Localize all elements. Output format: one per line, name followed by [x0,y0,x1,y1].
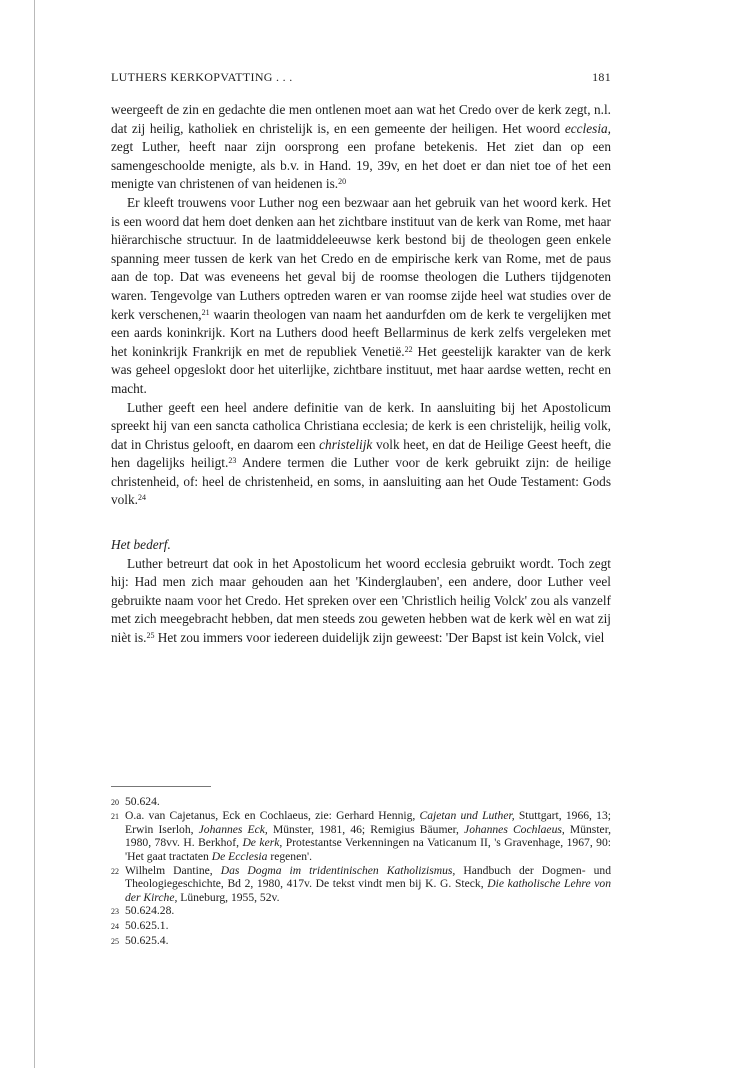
footnote-divider [111,786,211,787]
running-header [111,70,611,85]
footnote-23: 23 50.624.28. [111,904,175,918]
footnote-ref: 22 [404,344,413,354]
footnote-20: 20 50.624. [111,794,160,808]
scan-edge-line [34,0,35,1068]
paragraph-4: Luther betreurt dat ook in het Apostolicum het woord ecclesia gebruikt wordt. Toch zegt hij: Had men zich maar gehouden aan het 'Kinderglauben', een andere, door Luther veel gebruikte naam voor het Credo. Het spreken over een 'Christlich heilig Volck' zou als vanzelf met zich meegebracht hebben, dat men steeds zou geweten hebben wat de kerk wèl en wat zij nièt is.$^{25}$ Het zou immers voor iedereen duidelijk zijn geweest: 'Der Bapst ist kein Volck, viel [111,555,611,646]
footnote-ref: 24 [137,493,146,503]
paragraph-1: weergeeft de zin en gedachte die men ontlenen moet aan wat het Credo over de kerk zegt, n.l. dat zij heilig, katholiek en christelijk is, en een gemeente der heiligen. Het woord ecclesia, zegt Luther, heeft naar zijn oorsprong een profane betekenis. Het ziet dan op een samengeschoolde menigte, als b.v. in Hand. 19, 39v, en het doet er dan niet toe of het een menigte van christenen of van heidenen is.$^{20}$ [111,102,611,192]
running-title: LUTHERS KERKOPVATTING . . . [111,70,293,84]
footnote-ref: 25 [146,631,155,641]
footnote-ref: 21 [201,307,210,317]
footnote-22: 22 Wilhelm Dantine, Das Dogma im tridentinischen Katholizismus, Handbuch der Dogmen- und Theologiegeschichte, Bd 2, 1980, 417v. De tekst vindt men bij K. G. Steck, Die katholische Lehre von der Kirche, Lüneburg, 1955, 52v. [111,863,612,904]
book-page [111,70,611,948]
footnote-ref: 20 [338,177,347,187]
footnote-25: 25 50.625.4. [111,933,169,947]
paragraph-2: Er kleeft trouwens voor Luther nog een bezwaar aan het gebruik van het woord kerk. Het is een woord dat hem doet denken aan het zichtbare instituut van de kerk van Rome, met haar hiërarchische structuur. In de laatmiddeleeuwse kerk bestond bij de theologen geen enkele spanning meer tussen de kerk van het Credo en de empirische kerk van Rome, met de paus aan de top. Dat was eveneens het geval bij de roomse theologen die Luthers tijdgenoten waren. Tengevolge van Luthers optreden waren er van roomse zijde heel wat studies over de kerk verschenen,$^{21}$ waarin theologen van naam het aandurfden om de kerk te vergelijken met een aards koninkrijk. Kort na Luthers dood heeft Bellarminus de kerk zelfs vergeleken met het koninkrijk Frankrijk en met de republiek Venetië.$^{22}$ Het geestelijk karakter van de kerk was geheel opgeslokt door het uiterlijke, zichtbare instituut, met haar aardse wetten, recht en macht. [111,194,611,396]
footnote-ref: 23 [228,456,237,466]
paragraph-3: Luther geeft een heel andere definitie van de kerk. In aansluiting bij het Apostolicum spreekt hij van een sancta catholica Christiana ecclesia; de kerk is een christelijk, heilig volk, dat in Christus gelooft, en daarom een christelijk volk heet, en dat de Heilige Geest heeft, die hen dagelijks heiligt.$^{23}$ Andere termen die Luther voor de kerk gebruikt zijn: de heilige christenheid, of: heel de christenheid, en soms, in aansluiting aan het Oude Testament: Gods volk.$^{24}$ [111,399,611,508]
section-heading: Het bederf. [111,537,171,553]
page-number: 181 [592,70,611,84]
footnote-24: 24 50.625.1. [111,918,169,932]
footnote-21: 21 O.a. van Cajetanus, Eck en Cochlaeus, zie: Gerhard Hennig, Cajetan und Luther, Stuttgart, 1966, 13; Erwin Iserloh, Johannes Eck, Münster, 1981, 46; Remigius Bäumer, Johannes Cochlaeus, Münster, 1980, 78vv. H. Berkhof, De kerk, Protestantse Verkenningen na Vaticanum II, 's Gravenhage, 1967, 90: 'Het gaat tractaten De Ecclesia regenen'. [111,809,611,863]
